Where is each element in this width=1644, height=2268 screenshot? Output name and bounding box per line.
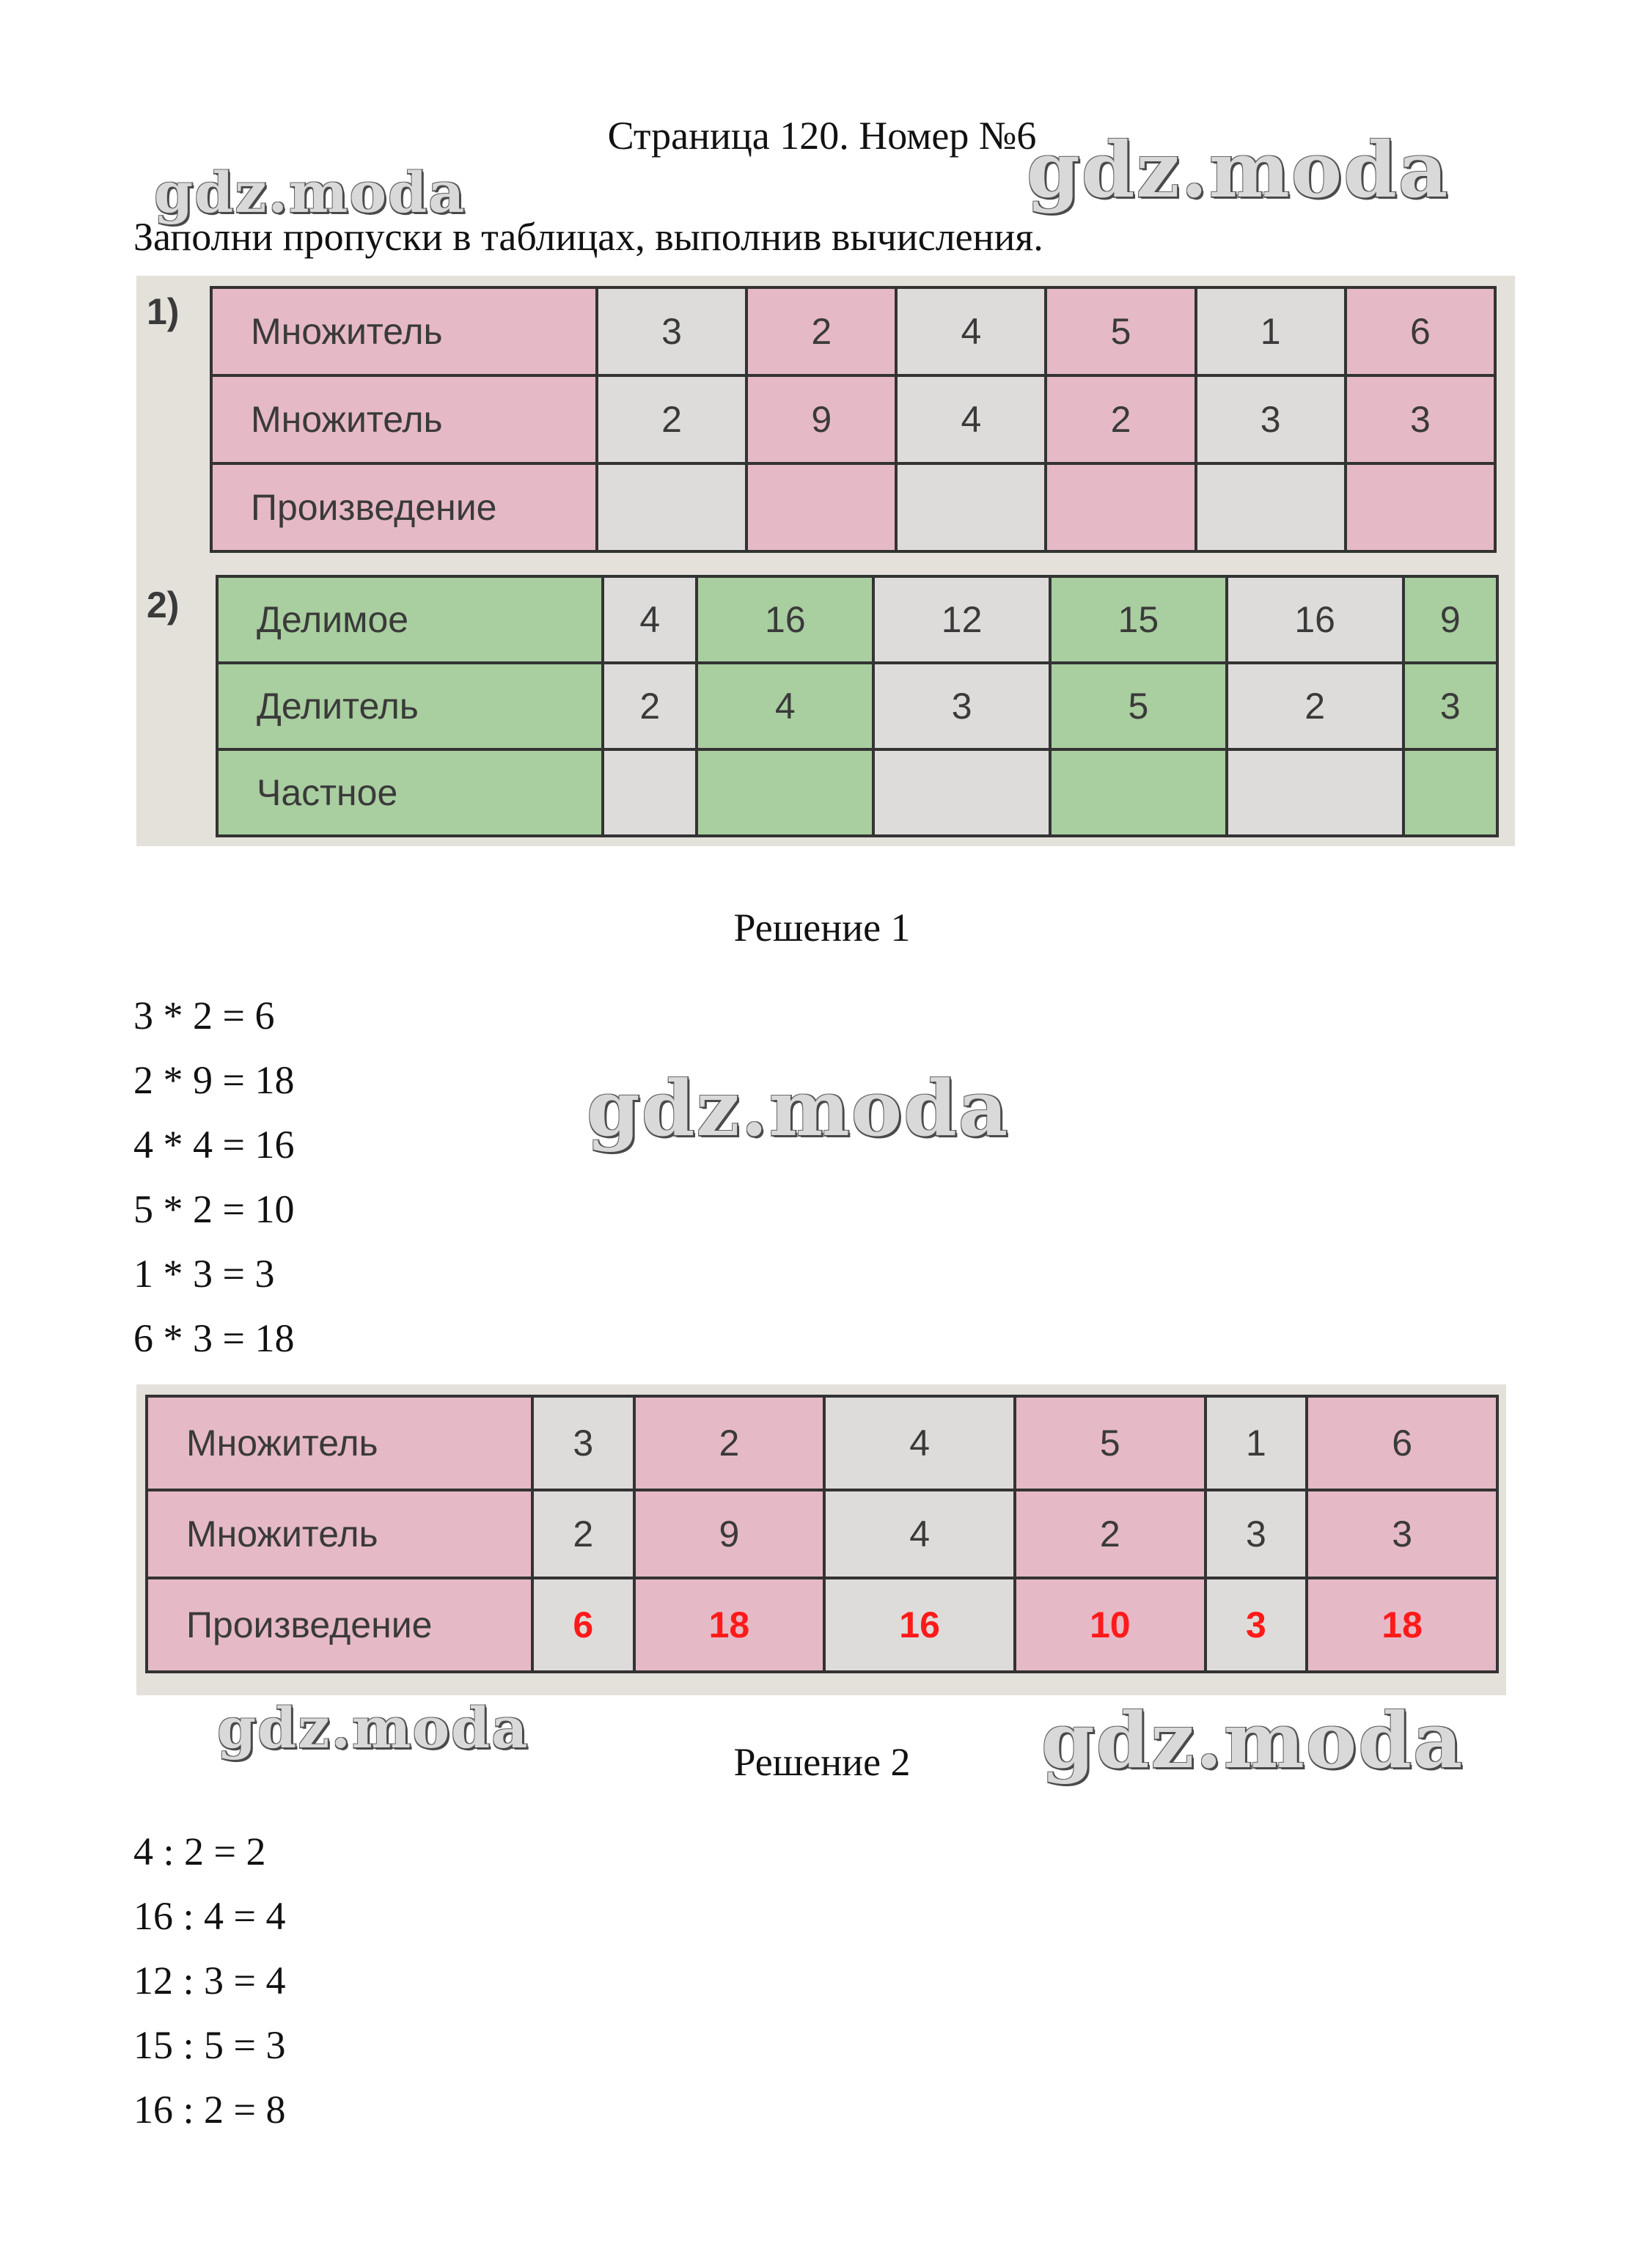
table-cell-empty xyxy=(1346,463,1495,551)
row-label-divisor: Делитель xyxy=(217,663,603,749)
watermark: gdz.moda xyxy=(587,1063,1010,1153)
solution-1-table xyxy=(145,1395,1499,1673)
task-table-2-marker: 2) xyxy=(147,584,180,625)
answer-cell: 18 xyxy=(1307,1578,1497,1672)
table-cell: 9 xyxy=(746,375,896,463)
answer-cell: 3 xyxy=(1206,1578,1307,1672)
table-cell: 15 xyxy=(1050,576,1227,663)
solution-1-line: 5 * 2 = 10 xyxy=(133,1187,295,1231)
task-table-1-marker: 1) xyxy=(147,291,180,332)
answer-cell: 18 xyxy=(634,1578,825,1672)
solution-1-line: 1 * 3 = 3 xyxy=(133,1252,275,1296)
row-label-multiplier-1: Множитель xyxy=(211,287,597,375)
answer-cell: 6 xyxy=(532,1578,634,1672)
table-cell: 3 xyxy=(1307,1490,1497,1578)
table-row xyxy=(147,1490,1497,1578)
table-cell: 3 xyxy=(597,287,746,375)
table-cell: 16 xyxy=(697,576,873,663)
row-label-multiplier-1: Множитель xyxy=(147,1396,532,1490)
table-cell: 2 xyxy=(1046,375,1195,463)
watermark: gdz.moda xyxy=(217,1695,529,1761)
table-cell: 9 xyxy=(1403,576,1497,663)
table-row xyxy=(147,1396,1497,1490)
solution-2-title: Решение 2 xyxy=(733,1740,911,1784)
task-table-1 xyxy=(210,286,1497,553)
row-label-quotient: Частное xyxy=(217,749,603,836)
solution-1-line: 6 * 3 = 18 xyxy=(133,1316,295,1360)
task-table-1-photo xyxy=(136,276,1515,565)
solution-1-title: Решение 1 xyxy=(733,906,911,950)
table-cell: 3 xyxy=(532,1396,634,1490)
table-cell: 1 xyxy=(1206,1396,1307,1490)
table-cell: 3 xyxy=(1346,375,1495,463)
table-row xyxy=(211,375,1495,463)
solution-2-line: 15 : 5 = 3 xyxy=(133,2023,286,2067)
table-cell: 6 xyxy=(1346,287,1495,375)
table-cell-empty xyxy=(746,463,896,551)
solution-2-line: 16 : 4 = 4 xyxy=(133,1894,286,1938)
task-text: Заполни пропуски в таблицах, выполнив вычисления. xyxy=(133,215,1043,259)
watermark: gdz.moda xyxy=(154,160,466,225)
table-cell: 1 xyxy=(1196,287,1346,375)
table-cell: 16 xyxy=(1227,576,1403,663)
row-label-product: Произведение xyxy=(211,463,597,551)
solution-2-line: 16 : 2 = 8 xyxy=(133,2088,286,2132)
table-cell: 3 xyxy=(1196,375,1346,463)
table-cell: 2 xyxy=(597,375,746,463)
answer-cell: 16 xyxy=(824,1578,1015,1672)
solution-1-line: 2 * 9 = 18 xyxy=(133,1058,295,1102)
table-cell: 4 xyxy=(697,663,873,749)
task-table-2 xyxy=(216,575,1499,837)
table-cell: 3 xyxy=(873,663,1050,749)
table-cell-empty xyxy=(1046,463,1195,551)
row-label-multiplier-2: Множитель xyxy=(147,1490,532,1578)
table-cell: 2 xyxy=(532,1490,634,1578)
table-row xyxy=(147,1578,1497,1672)
table-cell: 12 xyxy=(873,576,1050,663)
table-cell: 5 xyxy=(1015,1396,1206,1490)
solution-1-table-photo xyxy=(136,1384,1506,1695)
task-table-2-photo xyxy=(136,565,1515,846)
table-cell: 4 xyxy=(896,375,1046,463)
table-cell-empty xyxy=(603,749,697,836)
table-cell: 9 xyxy=(634,1490,825,1578)
table-cell-empty xyxy=(1403,749,1497,836)
table-cell: 5 xyxy=(1050,663,1227,749)
row-label-multiplier-2: Множитель xyxy=(211,375,597,463)
table-cell: 3 xyxy=(1403,663,1497,749)
table-cell: 2 xyxy=(1015,1490,1206,1578)
table-cell-empty xyxy=(1227,749,1403,836)
watermark: gdz.moda xyxy=(1041,1695,1464,1786)
table-cell: 2 xyxy=(603,663,697,749)
solution-1-line: 3 * 2 = 6 xyxy=(133,994,275,1038)
watermark: gdz.moda xyxy=(1027,125,1450,215)
table-row xyxy=(217,663,1497,749)
table-cell: 2 xyxy=(634,1396,825,1490)
row-label-product: Произведение xyxy=(147,1578,532,1672)
table-cell: 6 xyxy=(1307,1396,1497,1490)
table-row xyxy=(217,749,1497,836)
table-row xyxy=(211,463,1495,551)
row-label-dividend: Делимое xyxy=(217,576,603,663)
table-cell-empty xyxy=(597,463,746,551)
table-cell-empty xyxy=(697,749,873,836)
table-cell: 5 xyxy=(1046,287,1195,375)
table-cell: 3 xyxy=(1206,1490,1307,1578)
table-cell: 2 xyxy=(1227,663,1403,749)
solution-2-line: 4 : 2 = 2 xyxy=(133,1830,266,1874)
table-cell-empty xyxy=(1196,463,1346,551)
table-row xyxy=(217,576,1497,663)
table-cell: 4 xyxy=(824,1396,1015,1490)
page-title: Страница 120. Номер №6 xyxy=(607,114,1037,158)
table-cell: 4 xyxy=(603,576,697,663)
table-row xyxy=(211,287,1495,375)
table-cell: 2 xyxy=(746,287,896,375)
table-cell-empty xyxy=(1050,749,1227,836)
table-cell: 4 xyxy=(896,287,1046,375)
table-cell: 4 xyxy=(824,1490,1015,1578)
solution-2-line: 12 : 3 = 4 xyxy=(133,1959,286,2003)
table-cell-empty xyxy=(896,463,1046,551)
answer-cell: 10 xyxy=(1015,1578,1206,1672)
solution-1-line: 4 * 4 = 16 xyxy=(133,1123,295,1167)
table-cell-empty xyxy=(873,749,1050,836)
